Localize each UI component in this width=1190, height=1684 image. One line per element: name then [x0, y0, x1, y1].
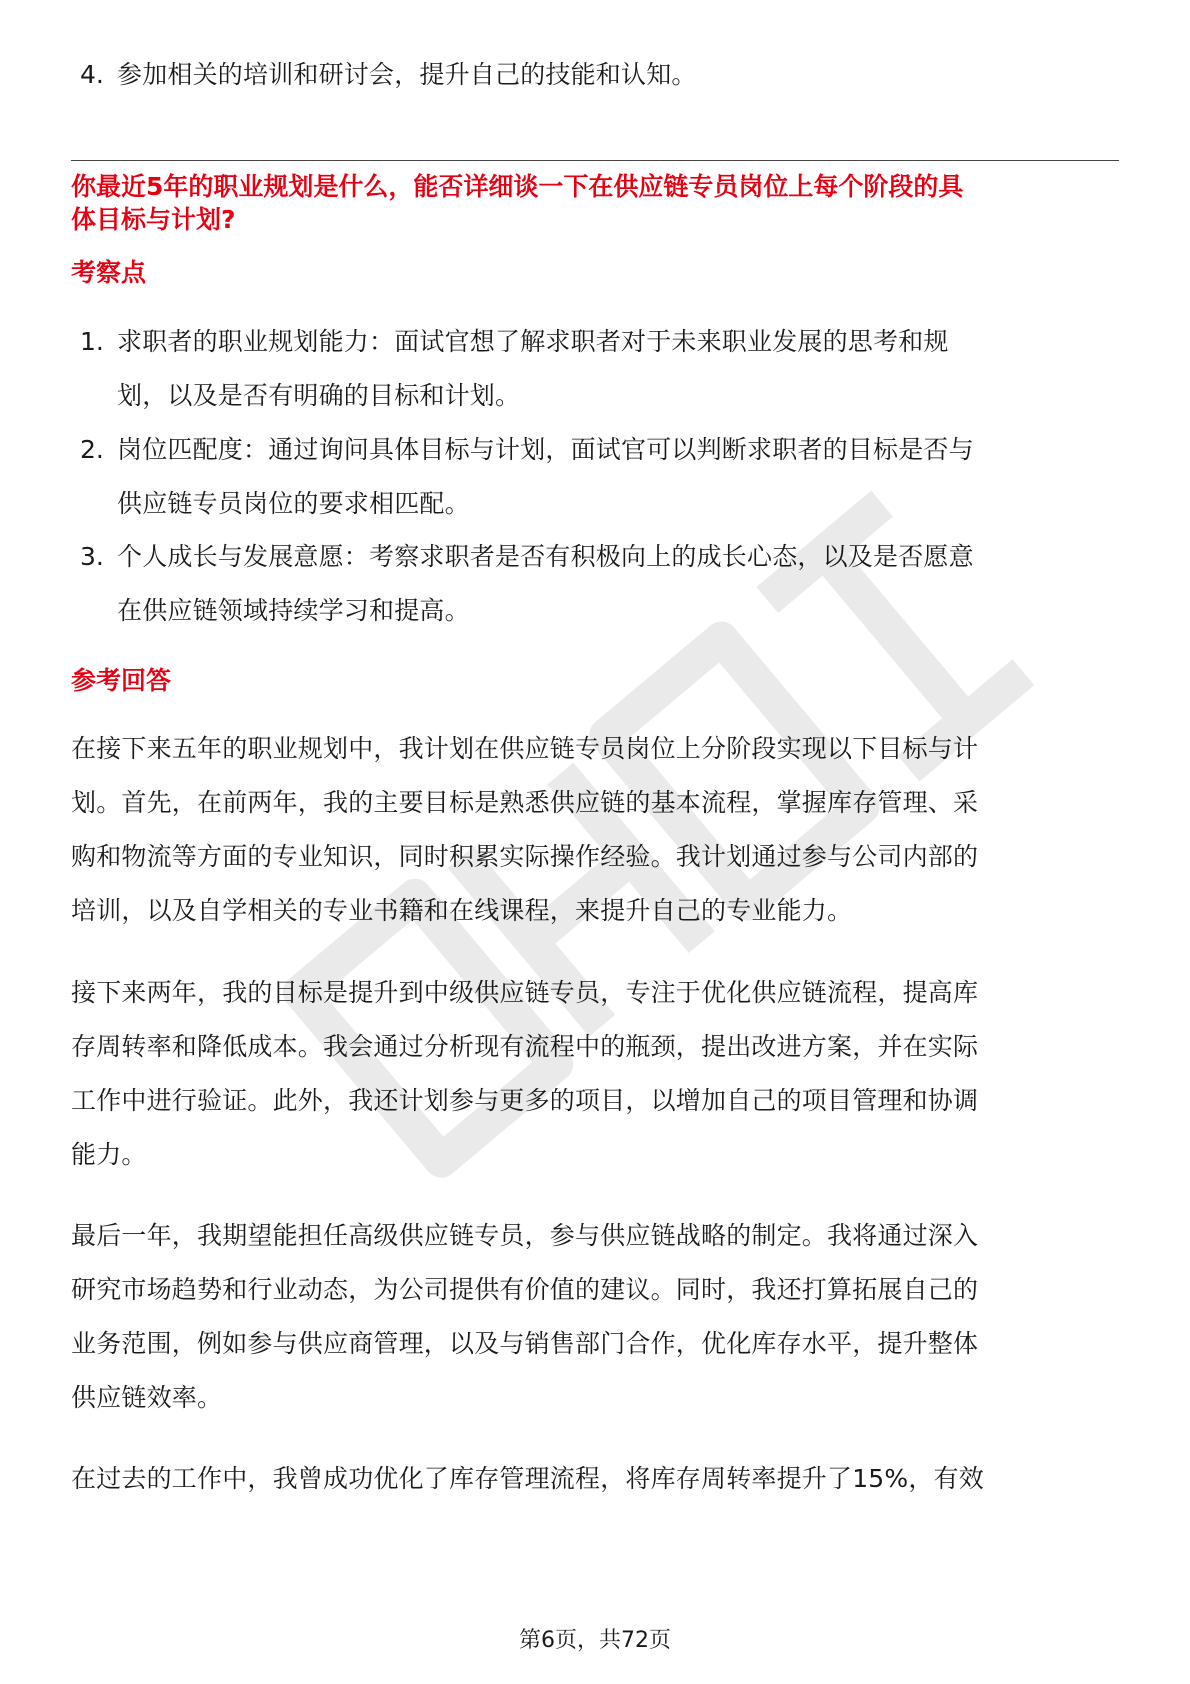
answer-line: 能力。	[71, 1140, 147, 1169]
answer-heading: 参考回答	[71, 666, 172, 695]
answer-line: 供应链效率。	[71, 1383, 223, 1412]
answer-line: 业务范围，例如参与供应商管理，以及与销售部门合作，优化库存水平，提升整体	[71, 1329, 979, 1358]
focus-item-line: 求职者的职业规划能力：面试官想了解求职者对于未来职业发展的思考和规	[117, 327, 949, 356]
question-title-line-1: 你最近5年的职业规划是什么，能否详细谈一下在供应链专员岗位上每个阶段的具	[71, 172, 964, 201]
focus-item-line: 划，以及是否有明确的目标和计划。	[117, 381, 521, 410]
list-item-number: 4.	[80, 60, 104, 89]
answer-line: 购和物流等方面的专业知识，同时积累实际操作经验。我计划通过参与公司内部的	[71, 842, 979, 871]
page-footer: 第6页，共72页	[519, 1628, 671, 1653]
focus-item-line: 供应链专员岗位的要求相匹配。	[117, 489, 470, 518]
answer-line: 研究市场趋势和行业动态，为公司提供有价值的建议。同时，我还打算拓展自己的	[71, 1275, 979, 1304]
question-title-line-2: 体目标与计划?	[71, 205, 236, 234]
answer-line: 接下来两年，我的目标是提升到中级供应链专员，专注于优化供应链流程，提高库	[71, 978, 979, 1007]
answer-line: 工作中进行验证。此外，我还计划参与更多的项目，以增加自己的项目管理和协调	[71, 1086, 979, 1115]
focus-heading: 考察点	[71, 258, 147, 287]
answer-line: 最后一年，我期望能担任高级供应链专员，参与供应链战略的制定。我将通过深入	[71, 1221, 979, 1250]
focus-item-number: 3.	[80, 542, 104, 571]
answer-line: 在过去的工作中，我曾成功优化了库存管理流程，将库存周转率提升了15%，有效	[71, 1464, 984, 1493]
list-item-text: 参加相关的培训和研讨会，提升自己的技能和认知。	[117, 60, 697, 89]
answer-line: 划。首先，在前两年，我的主要目标是熟悉供应链的基本流程，掌握库存管理、采	[71, 788, 979, 817]
focus-item-line: 个人成长与发展意愿：考察求职者是否有积极向上的成长心态，以及是否愿意	[117, 542, 974, 571]
answer-line: 存周转率和降低成本。我会通过分析现有流程中的瓶颈，提出改进方案，并在实际	[71, 1032, 979, 1061]
focus-item-line: 在供应链领域持续学习和提高。	[117, 596, 470, 625]
focus-item-number: 2.	[80, 435, 104, 464]
answer-line: 培训，以及自学相关的专业书籍和在线课程，来提升自己的专业能力。	[71, 896, 853, 925]
focus-item-line: 岗位匹配度：通过询问具体目标与计划，面试官可以判断求职者的目标是否与	[117, 435, 974, 464]
section-divider	[71, 160, 1119, 161]
answer-line: 在接下来五年的职业规划中，我计划在供应链专员岗位上分阶段实现以下目标与计	[71, 734, 979, 763]
focus-item-number: 1.	[80, 327, 104, 356]
